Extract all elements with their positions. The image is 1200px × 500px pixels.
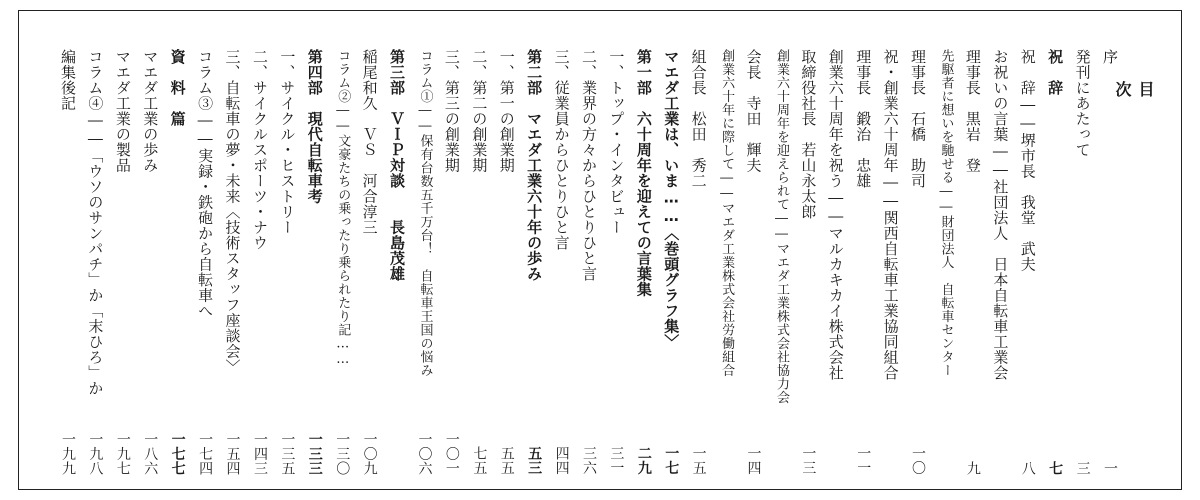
toc-entry-text: コラム①――保有台数五千万台！ 自転車王国の悩み: [417, 49, 433, 377]
toc-entry-text: 創業六十年に際して――マエダ工業株式会社労働組合: [719, 49, 735, 377]
toc-page-number: 一七四: [197, 431, 214, 475]
toc-entry-text: 一、トップ・インタビュー: [607, 49, 626, 235]
toc-entry: [962, 49, 984, 479]
toc-entry-text: 資 料 篇: [168, 49, 187, 127]
toc-entry-text: 創業六十周年を迎えられて――マエダ工業株式会社協力会: [773, 49, 789, 404]
toc-entry: [496, 49, 518, 479]
toc-entry: [688, 49, 710, 479]
toc-entry-text: 二、第二の創業期: [470, 49, 489, 173]
toc-entry: [797, 49, 819, 479]
toc-entry: [660, 49, 682, 479]
toc-page-number: 五五: [498, 446, 515, 475]
toc-page-number: 一九九: [60, 431, 76, 475]
toc-entry-text: 創業六十周年を祝う――マルカキカイ株式会社: [826, 49, 845, 381]
toc-page-number: 一五: [690, 446, 707, 475]
toc-page-number: 七: [1047, 460, 1064, 475]
toc-page-number: 一〇一: [443, 431, 460, 475]
toc-entry: [249, 49, 271, 479]
toc-page-number: 一九八: [87, 431, 104, 475]
toc-entry: [276, 49, 298, 479]
toc-page-number: 一九七: [114, 431, 131, 475]
toc-entry-text: 編集後記: [59, 49, 77, 111]
toc-entry: [880, 49, 902, 479]
toc-page-number: 一八六: [142, 431, 159, 475]
toc-entry: [386, 49, 408, 479]
toc-entry-text: マエダ工業の製品: [113, 49, 132, 173]
page-frame: [18, 10, 1182, 490]
toc-page-number: 一三三: [306, 431, 323, 475]
toc-entry-text: コラム④――「ウソのサンパチ」か「末ひろ」か: [86, 49, 105, 396]
toc-page-number: 一一: [855, 446, 872, 475]
toc-page-number: 二九: [635, 446, 652, 475]
toc-entry-text: マエダ工業は、いま……〈巻頭グラフ集〉: [662, 49, 681, 350]
toc-entry-text: 第一部 六十周年を迎えての言葉集: [634, 49, 653, 297]
toc-entry: [907, 49, 929, 479]
toc-entry: [57, 49, 79, 479]
toc-entry: [413, 49, 435, 479]
toc-entry: [139, 49, 161, 479]
toc-entry: [84, 49, 106, 479]
toc-entry: [825, 49, 847, 479]
toc-entry: [304, 49, 326, 479]
toc-entry: [112, 49, 134, 479]
toc-entry-text: お祝いの言葉――社団法人 日本自転車工業会: [991, 49, 1010, 381]
toc-page-number: 一〇六: [416, 431, 433, 475]
toc-page-number: 一〇九: [361, 431, 378, 475]
toc-entry: [167, 49, 189, 479]
toc-entry-text: 二、サイクルスポーツ・ナウ: [250, 49, 269, 251]
toc-entry-text: コラム③――実録・鉄砲から自転車へ: [196, 49, 215, 319]
toc-entry: [523, 49, 545, 479]
toc-page-number: 七五: [471, 446, 488, 475]
toc-entry: [578, 49, 600, 479]
toc-entry-text: 理事長 石橋 助司: [909, 49, 928, 189]
toc-entry: [1072, 49, 1094, 479]
toc-entry: [743, 49, 765, 479]
toc-entry: [194, 49, 216, 479]
toc-entry-text: 第四部 現代自転車考: [305, 49, 324, 204]
toc-entry-text: 祝・創業六十周年――関西自転車工業協同組合: [881, 49, 900, 381]
toc-page-number: 一四: [745, 446, 762, 475]
toc-entry-text: マエダ工業の歩み: [141, 49, 160, 173]
toc-page-number: 一四三: [251, 431, 268, 475]
toc-entry: [222, 49, 244, 479]
toc-entry: [1044, 49, 1066, 479]
toc-page-number: 九: [964, 460, 981, 475]
toc-entry-text: 第二部 マエダ工業六十年の歩み: [525, 49, 544, 282]
toc-title: 目 次: [1113, 81, 1155, 111]
toc-entry-text: 稲尾和久 ＶＳ 河合淳三: [360, 49, 379, 235]
toc-entry-text: コラム②――文豪たちの乗ったり乗られたり記……: [335, 49, 351, 368]
toc-entry-text: 理事長 鍛治 忠雄: [854, 49, 873, 189]
toc-entry: [359, 49, 381, 479]
toc-entry-text: 序: [1101, 49, 1119, 65]
toc-entry-text: 組合長 松田 秀二: [689, 49, 708, 189]
toc-entry: [770, 49, 792, 479]
toc-entry-text: 三、第三の創業期: [442, 49, 461, 173]
toc-entry-text: 三、従業員からひとりひと言: [552, 49, 571, 251]
toc-entry-text: 祝 辞――堺市長 我堂 武夫: [1018, 49, 1037, 272]
toc-entry-text: 一、サイクル・ヒストリー: [278, 49, 297, 235]
toc-page-number: 三: [1074, 460, 1091, 475]
toc-entry: [852, 49, 874, 479]
toc-page-number: 三六: [581, 446, 597, 475]
toc-entry: [1017, 49, 1039, 479]
toc-page-number: 一三: [800, 446, 817, 475]
toc-entry-text: 取締役社長 若山永太郎: [799, 49, 818, 220]
toc-page-number: 一七七: [169, 431, 186, 475]
toc-entry-text: 先駆者に想いを馳せる――財団法人 自転車センター: [938, 49, 954, 377]
toc-entry: [551, 49, 573, 479]
toc-entry: [441, 49, 463, 479]
toc-page-number: 一五四: [224, 431, 241, 475]
toc-entry-text: 二、業界の方々からひとりひと言: [580, 49, 598, 282]
toc-entry: [934, 49, 956, 479]
toc-page-number: 一: [1102, 460, 1118, 475]
toc-entry-text: 三、自転車の夢・未来〈技術スタッフ座談会〉: [223, 49, 242, 375]
toc-entry: [605, 49, 627, 479]
toc-page-number: 四四: [553, 446, 570, 475]
toc-entry: [1099, 49, 1121, 479]
toc-entry-text: 第三部 ＶＩＰ対談 長島茂雄: [388, 49, 407, 282]
toc-entry-text: 発刊にあたって: [1073, 49, 1092, 158]
toc-page-number: 五三: [526, 446, 543, 475]
toc-page-number: 八: [1019, 460, 1036, 475]
toc-page-number: 三一: [608, 446, 625, 475]
toc-page-number: 一〇: [910, 446, 927, 475]
toc-entry: [715, 49, 737, 479]
toc-entry-text: 一、第一の創業期: [497, 49, 516, 173]
toc-entry-text: 会長 寺田 輝夫: [744, 49, 763, 173]
toc-entry: [331, 49, 353, 479]
toc-page-number: 一三五: [279, 431, 296, 475]
toc-page-number: 一三〇: [334, 431, 351, 475]
toc-entry: [633, 49, 655, 479]
toc-page-number: 一七: [663, 446, 680, 475]
toc-entry-text: 祝 辞: [1046, 49, 1065, 96]
toc-entry-text: 理事長 黒岩 登: [963, 49, 982, 173]
toc-entry: [989, 49, 1011, 479]
toc-entry: [468, 49, 490, 479]
